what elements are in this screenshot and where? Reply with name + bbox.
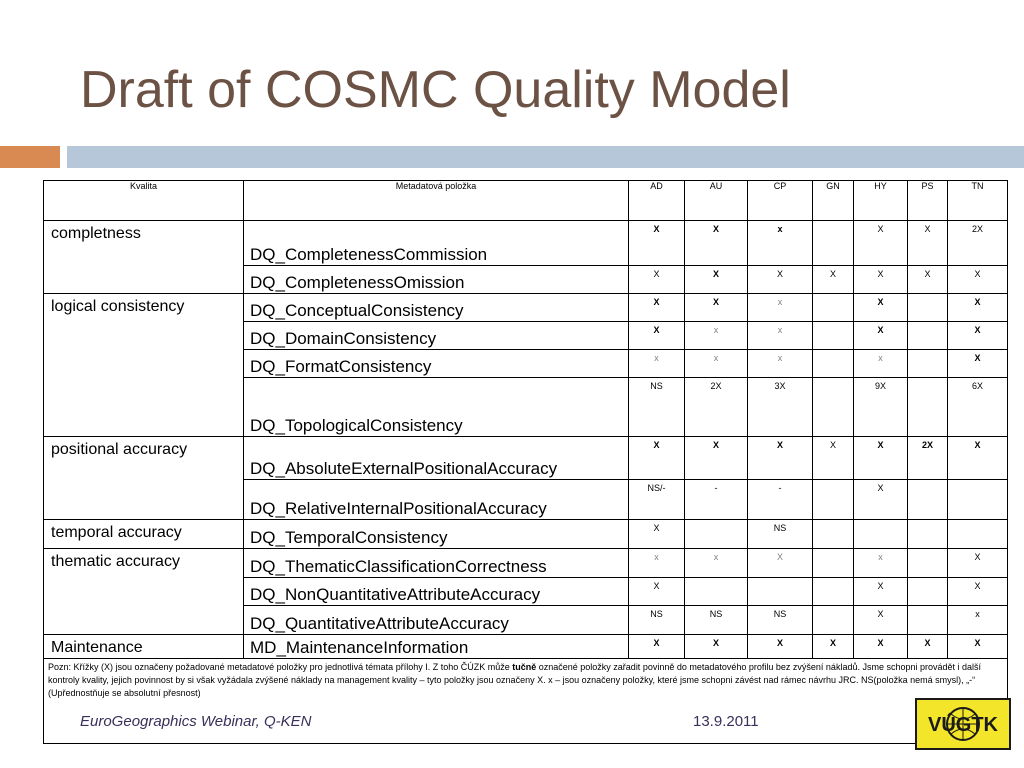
table-row (44, 437, 1008, 480)
mark-cell: X (813, 635, 854, 659)
mark-cell: X (685, 294, 748, 322)
item-cell: DQ_AbsoluteExternalPositionalAccuracy (244, 437, 629, 480)
mark-cell (908, 520, 948, 549)
mark-cell (813, 480, 854, 520)
mark-cell: X (629, 437, 685, 480)
mark-cell: NS (629, 378, 685, 437)
mark-cell: NS (748, 520, 813, 549)
item-cell: DQ_QuantitativeAttributeAccuracy (244, 606, 629, 635)
mark-cell: X (748, 437, 813, 480)
mark-cell: X (948, 635, 1008, 659)
header-polozka: Metadatová položka (244, 181, 629, 221)
mark-cell: X (908, 635, 948, 659)
mark-cell (908, 578, 948, 606)
category-thematic-accuracy: thematic accuracy (44, 549, 244, 635)
mark-cell: x (685, 322, 748, 350)
mark-cell: x (748, 294, 813, 322)
table-row (44, 520, 1008, 549)
item-cell: DQ_CompletenessOmission (244, 266, 629, 294)
mark-cell: X (685, 221, 748, 266)
vugtk-logo-icon (918, 701, 1008, 747)
mark-cell: NS (748, 606, 813, 635)
mark-cell: X (813, 437, 854, 480)
item-cell: DQ_NonQuantitativeAttributeAccuracy (244, 578, 629, 606)
item-cell: DQ_RelativeInternalPositionalAccuracy (244, 480, 629, 520)
mark-cell (813, 378, 854, 437)
note-text-part2: označené položky zařadit povinně do metadatového profilu bez zvýšení nákladů. Jsme schopni provádět i další kontroly kvality, jejich povinnost by si však vyžádala zvýšené náklady na management kvality – tyto položky jsou označeny X. x – jsou označeny položky, které jsme schopni závést nad rámec návrhu JRC. NS(položka nemá smysl), „-“ (Upřednostňuje se absolutní přesnost) (48, 662, 982, 698)
mark-cell: X (854, 221, 908, 266)
mark-cell: x (629, 350, 685, 378)
mark-cell: 2X (908, 437, 948, 480)
slide-title: Draft of COSMC Quality Model (80, 61, 791, 119)
mark-cell (813, 578, 854, 606)
mark-cell: X (948, 322, 1008, 350)
mark-cell: X (629, 266, 685, 294)
mark-cell: x (748, 322, 813, 350)
mark-cell: X (813, 266, 854, 294)
mark-cell: X (629, 294, 685, 322)
mark-cell: 6X (948, 378, 1008, 437)
mark-cell: X (748, 635, 813, 659)
mark-cell: X (948, 266, 1008, 294)
mark-cell: X (854, 437, 908, 480)
mark-cell: X (854, 480, 908, 520)
mark-cell: X (948, 437, 1008, 480)
mark-cell (908, 350, 948, 378)
mark-cell (813, 350, 854, 378)
header-cp: CP (748, 181, 813, 221)
mark-cell (908, 294, 948, 322)
table-header-row (44, 181, 1008, 221)
mark-cell: X (685, 437, 748, 480)
item-cell: MD_MaintenanceInformation (244, 635, 629, 659)
mark-cell: x (854, 549, 908, 578)
mark-cell (685, 520, 748, 549)
item-cell: DQ_ThematicClassificationCorrectness (244, 549, 629, 578)
mark-cell: X (854, 606, 908, 635)
accent-bar-blue (67, 146, 1024, 168)
mark-cell: X (685, 635, 748, 659)
table-row (44, 549, 1008, 578)
mark-cell: X (948, 294, 1008, 322)
mark-cell: x (748, 350, 813, 378)
header-gn: GN (813, 181, 854, 221)
footer-date: 13.9.2011 (693, 713, 759, 730)
header-kvalita: Kvalita (44, 181, 244, 221)
header-hy: HY (854, 181, 908, 221)
item-cell: DQ_CompletenessCommission (244, 221, 629, 266)
accent-bar-orange (0, 146, 60, 168)
mark-cell: X (748, 549, 813, 578)
mark-cell: x (854, 350, 908, 378)
note-text-bold: tučně (512, 662, 537, 672)
mark-cell (813, 294, 854, 322)
logo-lettering: VÚGTK (928, 714, 998, 736)
mark-cell: 2X (685, 378, 748, 437)
category-positional-accuracy: positional accuracy (44, 437, 244, 520)
mark-cell (908, 549, 948, 578)
category-temporal-accuracy: temporal accuracy (44, 520, 244, 549)
category-completeness: completness (44, 221, 244, 294)
item-cell: DQ_TopologicalConsistency (244, 378, 629, 437)
mark-cell: x (685, 549, 748, 578)
mark-cell: X (854, 578, 908, 606)
mark-cell: X (629, 635, 685, 659)
item-cell: DQ_ConceptualConsistency (244, 294, 629, 322)
mark-cell: X (629, 322, 685, 350)
mark-cell: X (948, 549, 1008, 578)
note-row (44, 659, 1008, 744)
quality-model-table (43, 180, 1008, 744)
table-row (44, 221, 1008, 266)
table-note (44, 659, 1008, 744)
mark-cell: X (685, 266, 748, 294)
mark-cell: x (629, 549, 685, 578)
mark-cell (948, 480, 1008, 520)
footer-event: EuroGeographics Webinar, Q-KEN (80, 713, 312, 730)
mark-cell (948, 520, 1008, 549)
category-maintenance: Maintenance (44, 635, 244, 659)
table-row (44, 635, 1008, 659)
mark-cell: NS (629, 606, 685, 635)
mark-cell: X (908, 221, 948, 266)
mark-cell (908, 480, 948, 520)
item-cell: DQ_TemporalConsistency (244, 520, 629, 549)
mark-cell (908, 378, 948, 437)
mark-cell: NS/- (629, 480, 685, 520)
header-tn: TN (948, 181, 1008, 221)
mark-cell (813, 221, 854, 266)
mark-cell: x (748, 221, 813, 266)
mark-cell: - (685, 480, 748, 520)
mark-cell (908, 606, 948, 635)
mark-cell: x (685, 350, 748, 378)
mark-cell: - (748, 480, 813, 520)
mark-cell: X (629, 578, 685, 606)
mark-cell: NS (685, 606, 748, 635)
mark-cell (813, 549, 854, 578)
note-text-part1: Pozn: Křížky (X) jsou označeny požadované metadatové položky pro jednotlivá témata přílohy I. Z toho ČÚZK může (48, 662, 513, 672)
header-ad: AD (629, 181, 685, 221)
mark-cell: X (748, 266, 813, 294)
mark-cell: X (948, 578, 1008, 606)
mark-cell (908, 322, 948, 350)
category-logical-consistency: logical consistency (44, 294, 244, 437)
header-ps: PS (908, 181, 948, 221)
mark-cell (854, 520, 908, 549)
mark-cell: X (854, 322, 908, 350)
vugtk-logo (915, 698, 1011, 750)
mark-cell: 3X (748, 378, 813, 437)
mark-cell (748, 578, 813, 606)
mark-cell: X (854, 635, 908, 659)
table-row (44, 294, 1008, 322)
mark-cell (685, 578, 748, 606)
header-au: AU (685, 181, 748, 221)
mark-cell: X (948, 350, 1008, 378)
item-cell: DQ_DomainConsistency (244, 322, 629, 350)
mark-cell: X (629, 520, 685, 549)
mark-cell: 2X (948, 221, 1008, 266)
mark-cell: X (629, 221, 685, 266)
mark-cell: X (908, 266, 948, 294)
mark-cell: 9X (854, 378, 908, 437)
mark-cell (813, 606, 854, 635)
mark-cell: X (854, 266, 908, 294)
item-cell: DQ_FormatConsistency (244, 350, 629, 378)
mark-cell (813, 322, 854, 350)
mark-cell: x (948, 606, 1008, 635)
mark-cell (813, 520, 854, 549)
mark-cell: X (854, 294, 908, 322)
